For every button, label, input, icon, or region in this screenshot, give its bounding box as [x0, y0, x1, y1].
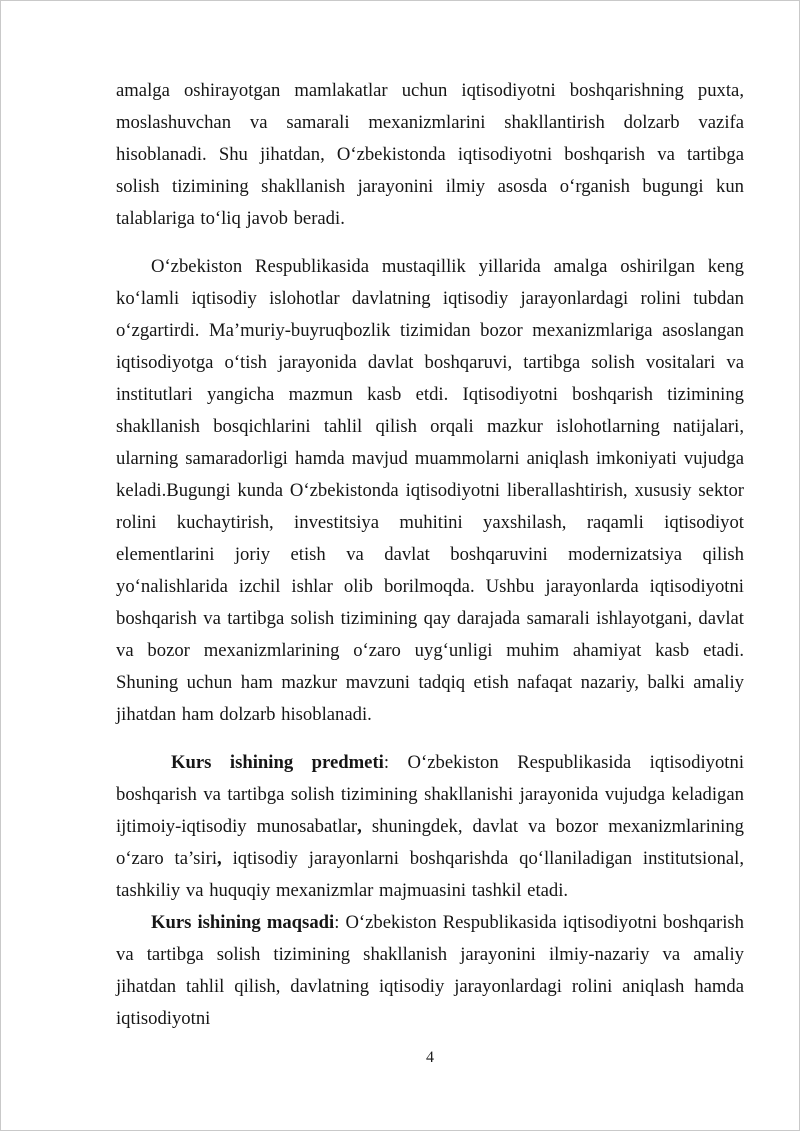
- text-run: ,: [357, 816, 362, 837]
- text-run: amalga oshirayotgan mamlakatlar uchun iqtisodiyotni boshqarishning puxta, moslashuvchan va samarali mexanizmlarini shakllantirish dolzarb vazifa hisoblanadi. Shu jihatdan, O‘zbekistonda iqtisodiyotni boshqarish va tartibga solish tizimining shakllanish jarayonini ilmiy asosda o‘rganish bugungi kun talablariga to‘liq javob beradi.: [116, 80, 744, 229]
- text-column: [116, 75, 744, 1035]
- text-run: : O‘zbekiston Respublikasida iqtisodiyotni boshqarish va tartibga solish tizimining shakllanishi jarayonida vujudga keladigan ijtimoiy-iqtisodiy munosabatlar: [116, 752, 745, 837]
- text-run: Kurs ishining maqsadi: [151, 912, 335, 933]
- page-number: 4: [426, 1049, 434, 1066]
- text-run: O‘zbekiston Respublikasida mustaqillik yillarida amalga oshirilgan keng ko‘lamli iqtisodiy islohotlar davlatning iqtisodiy jarayonlardagi rolini tubdan o‘zgartirdi. Ma’muriy-buyruqbozlik tizimidan bozor mexanizmlariga asoslangan iqtisodiyotga o‘tish jarayonida davlat boshqaruvi, tartibga solish vositalari va institutlari yangicha mazmun kasb etdi. Iqtisodiyotni boshqarish tizimining shakllanish bosqichlarini tahlil qilish orqali mazkur islohotlarning natijalari, ularning samaradorligi hamda mavjud muammolarni aniqlash imkoniyati vujudga keladi.Bugungi kunda O‘zbekistonda iqtisodiyotni liberallashtirish, xususiy sektor rolini kuchaytirish, investitsiya muhitini yaxshilash, raqamli iqtisodiyot elementlarini joriy etish va davlat boshqaruvini modernizatsiya qilish yo‘nalishlarida izchil ishlar olib borilmoqda. Ushbu jarayonlarda iqtisodiyotni boshqarish va tartibga solish tizimining qay darajada samarali ishlayotgani, davlat va bozor mexanizmlarining o‘zaro uyg‘unligi muhim ahamiyat kasb etadi. Shuning uchun ham mazkur mavzuni tadqiq etish nafaqat nazariy, balki amaliy jihatdan ham dolzarb hisoblanadi.: [116, 256, 744, 725]
- text-run: shuningdek, davlat va bozor mexanizmlarining o‘zaro ta’siri: [116, 816, 744, 869]
- text-run: iqtisodiy jarayonlarni boshqarishda qo‘llaniladigan institutsional, tashkiliy va huquqiy mexanizmlar majmuasini tashkil etadi.: [116, 848, 744, 901]
- text-run: Kurs ishining predmeti: [171, 752, 384, 773]
- text-run: : O‘zbekiston Respublikasida iqtisodiyotni boshqarish va tartibga solish tizimining shakllanish jarayonini ilmiy-nazariy va amaliy jihatdan tahlil qilish, davlatning iqtisodiy jarayonlardagi rolini aniqlash hamda iqtisodiyotni: [116, 912, 744, 1029]
- text-run: ,: [217, 848, 222, 869]
- paragraph-course-purpose: [116, 907, 744, 1035]
- paragraph-continuation: [116, 75, 744, 235]
- paragraph-reforms: [116, 251, 744, 731]
- paragraph-course-subject: [116, 747, 744, 907]
